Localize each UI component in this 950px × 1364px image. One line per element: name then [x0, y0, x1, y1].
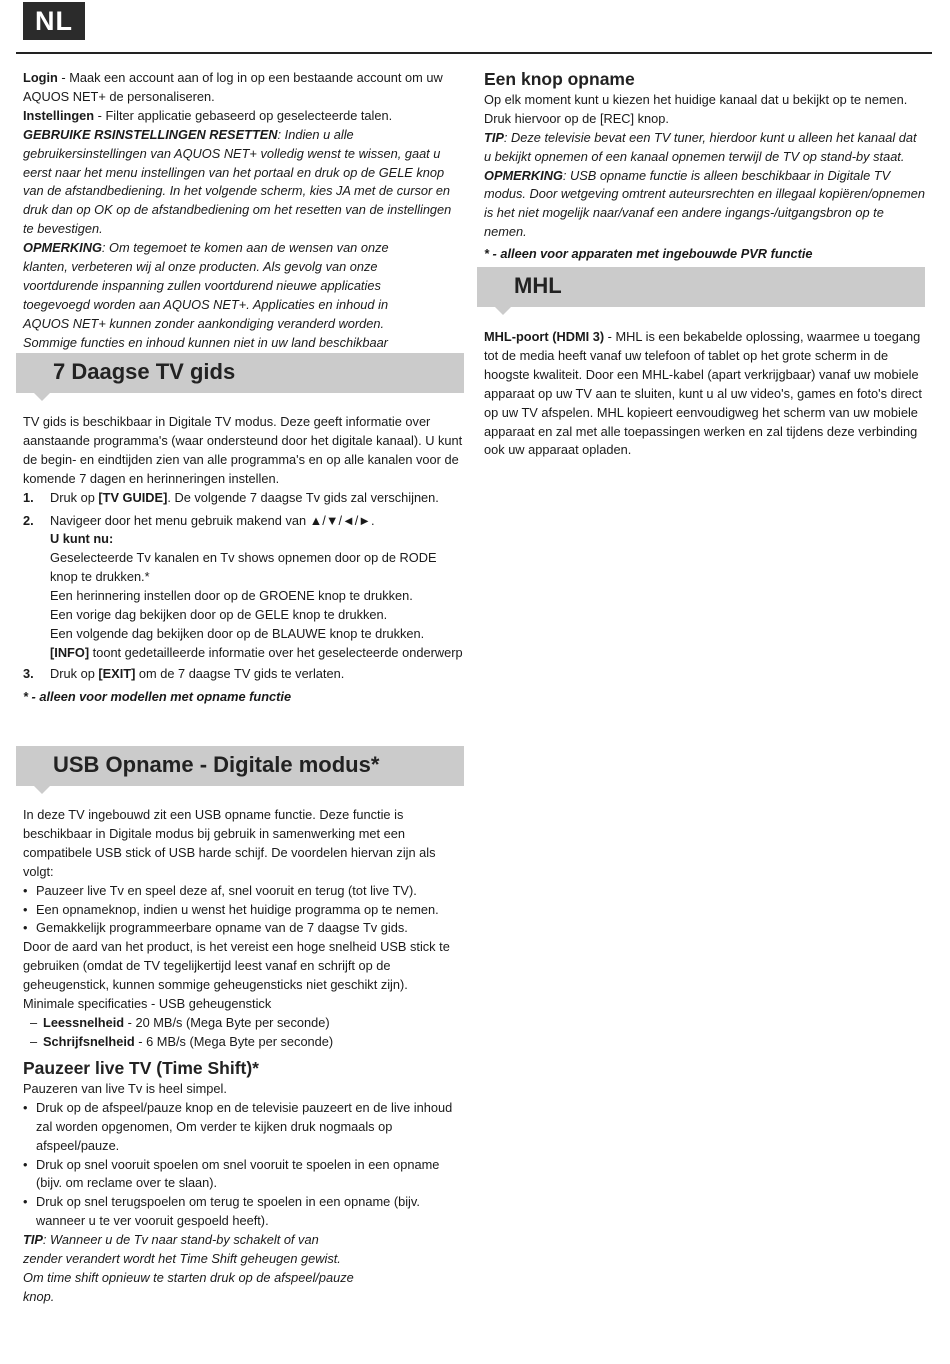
step-2-info-text: toont gedetailleerde informatie over het geselecteerde onderwerp	[89, 644, 463, 660]
opmerking-label: OPMERKING	[23, 240, 102, 256]
mhl-title: MHL	[514, 273, 562, 298]
timeshift-tip-text: : Wanneer u de Tv naar stand-by schakelt of van zender verandert wordt het Time Shift geheugen gewist. Om time shift opnieuw te starten druk op de afspeel/pauze knop.	[23, 1232, 354, 1304]
tv-guide-key: [TV GUIDE]	[98, 489, 168, 505]
list-item: • Druk op snel vooruit spoelen om snel vooruit te spoelen in een opname (bijv. om reclame over te slaan).	[23, 1156, 466, 1194]
login-paragraph	[23, 69, 463, 372]
read-speed-value: - 20 MB/s (Mega Byte per seconde)	[124, 1014, 330, 1030]
step-1-number: 1.	[23, 489, 34, 505]
record-tip-text: : Deze televisie bevat een TV tuner, hierdoor kunt u alleen het kanaal dat u bekijkt opnemen of een kanaal opnemen terwijl de TV op stand-by staat.	[484, 129, 917, 164]
tv-guide-intro: TV gids is beschikbaar in Digitale TV modus. Deze geeft informatie over aanstaande programma's (waar ondersteund door het digitale kanaal). U kunt de begin- en eindtijden zien van alle programma's en op alle kanalen voor de komende 7 dagen en herinneringen instellen.	[23, 414, 463, 486]
usb-title: USB Opname - Digitale modus*	[53, 752, 380, 777]
tv-guide-body	[23, 413, 466, 707]
step-1-post: . De volgende 7 daagse Tv gids zal verschijnen.	[167, 489, 439, 505]
step-3-pre: Druk op	[50, 665, 99, 681]
mhl-port-label: MHL-poort (HDMI 3)	[484, 329, 605, 344]
step-2-label: U kunt nu:	[50, 531, 114, 547]
usb-intro: In deze TV ingebouwd zit een USB opname functie. Deze functie is beschikbaar in Digitale modus bij gebruik in samenwerking met een compatibele USB stick of USB harde schijf. De voordelen hiervan zijn als volgt:	[23, 807, 436, 879]
banner-pointer	[34, 786, 50, 794]
mhl-banner	[477, 267, 925, 307]
timeshift-intro: Pauzeren van live Tv is heel simpel.	[23, 1080, 227, 1096]
one-touch-record-title: Een knop opname	[484, 69, 635, 89]
step-2	[23, 512, 466, 663]
banner-pointer	[34, 393, 50, 401]
one-touch-record-intro: Op elk moment kunt u kiezen het huidige kanaal dat u bekijkt op te nemen. Druk hiervoor op de [REC] knop.	[484, 91, 908, 126]
list-item: • Een opnameknop, indien u wenst het huidige programma op te nemen.	[23, 901, 466, 920]
login-label: Login	[23, 70, 58, 85]
list-item	[23, 1014, 466, 1033]
reset-label: GEBRUIKE RSINSTELLINGEN RESETTEN	[23, 126, 278, 142]
one-touch-record-section	[484, 70, 927, 264]
timeshift-section	[23, 1059, 466, 1307]
instellingen-text: - Filter applicatie gebaseerd op geselecteerde talen.	[94, 107, 393, 123]
step-2-text: Navigeer door het menu gebruik makend van ▲/▼/◄/►.	[50, 512, 375, 528]
list-item: • Druk op de afspeel/pauze knop en de televisie pauzeert en de live inhoud zal worden opgenomen, Om verder te kijken druk nogmaals op afspeel/pauze.	[23, 1099, 466, 1156]
step-2-number: 2.	[23, 512, 34, 528]
tv-guide-title: 7 Daagse TV gids	[53, 359, 236, 384]
usb-specs	[23, 1014, 466, 1052]
step-2-record: Geselecteerde Tv kanalen en Tv shows opnemen door op de RODE knop te drukken.*	[50, 550, 437, 585]
banner-pointer	[495, 307, 511, 315]
login-text: - Maak een account aan of log in op een bestaande account om uw AQUOS NET+ de personaliseren.	[23, 70, 443, 104]
step-2-next-day: Een volgende dag bekijken door op de BLAUWE knop te drukken.	[50, 625, 425, 641]
instellingen-label: Instellingen	[23, 107, 95, 123]
language-badge: NL	[23, 2, 85, 40]
record-tip-label: TIP	[484, 129, 504, 145]
list-item: • Gemakkelijk programmeerbare opname van de 7 daagse Tv gids.	[23, 919, 466, 938]
record-note-label: OPMERKING	[484, 167, 563, 183]
opmerking-text: : Om tegemoet te komen aan de wensen van onze klanten, verbeteren wij al onze producten. Als gevolg van onze voortdurende inspanning zullen voortdurend nieuwe applicaties toegevoegd worden aan AQUOS NET+. Applicaties en inhoud in AQUOS NET+ kunnen zonder aankondiging veranderd worden. Sommige functies en inhoud kunnen niet in uw land beschikbaar	[23, 240, 389, 350]
timeshift-steps	[23, 1099, 466, 1231]
step-1-pre: Druk op	[50, 489, 99, 505]
write-speed-value: - 6 MB/s (Mega Byte per seconde)	[134, 1033, 334, 1049]
timeshift-title: Pauzeer live TV (Time Shift)*	[23, 1058, 259, 1078]
reset-text: : Indien u alle gebruikersinstellingen van AQUOS NET+ volledig wenst te wissen, gaat u eerst naar het menu instellingen van het portaal en druk op de GELE knop van de afstandbediening. In het volgende scherm, kies JA met de cursor en druk dan op OK op de afstandbediening om het resetten van de instellingen te bevestigen.	[23, 126, 452, 237]
record-footnote: * - alleen voor apparaten met ingebouwde PVR functie	[484, 246, 813, 262]
list-item: • Druk op snel terugspoelen om terug te spoelen in een opname (bijv. wanneer u te ver vooruit gespoeld heeft).	[23, 1193, 466, 1231]
step-3-post: om de 7 daagse TV gids te verlaten.	[135, 665, 345, 681]
list-item: • Pauzeer live Tv en speel deze af, snel vooruit en terug (tot live TV).	[23, 882, 466, 901]
tv-guide-banner	[16, 353, 464, 393]
step-2-reminder: Een herinnering instellen door op de GROENE knop te drukken.	[50, 588, 413, 604]
header-rule	[16, 52, 932, 54]
tv-guide-steps	[23, 489, 466, 684]
timeshift-tip-label: TIP	[23, 1232, 43, 1248]
read-speed-label: Leessnelheid	[43, 1014, 125, 1030]
list-item	[23, 1033, 466, 1052]
step-2-previous-day: Een vorige dag bekijken door op de GELE knop te drukken.	[50, 607, 388, 623]
step-3	[23, 665, 466, 684]
record-note-text: : USB opname functie is alleen beschikbaar in Digitale TV modus. Door wetgeving omtrent auteursrechten en illegaal kopiëren/opnemen is het niet mogelijk naar/vanaf een andere ingangs-/uitgangsbron op te nemen.	[484, 167, 926, 240]
write-speed-label: Schrijfsnelheid	[43, 1033, 135, 1049]
tv-guide-footnote: * - alleen voor modellen met opname functie	[23, 688, 292, 704]
mhl-body	[484, 328, 927, 460]
usb-benefits	[23, 882, 466, 939]
step-1	[23, 489, 466, 508]
exit-key: [EXIT]	[98, 665, 136, 681]
usb-body	[23, 806, 466, 1052]
mhl-text: - MHL is een bekabelde oplossing, waarmee u toegang tot de media heeft vanaf uw telefoon of tablet op het grote scherm in de hoogste kwaliteit. Door een MHL-kabel (apart verkrijgbaar) vanaf uw mobiele apparaat op uw TV aan te sluiten, kunt u al uw video's, games en foto's direct op uw TV afspelen. MHL kopieert eenvoudigweg het scherm van uw mobiele apparaat en zal met alle toepassingen werken en zal tijdens deze verbinding ook uw apparaat opladen.	[484, 329, 922, 458]
info-key: [INFO]	[50, 644, 90, 660]
usb-banner	[16, 746, 464, 786]
usb-spec-heading: Minimale specificaties - USB geheugenstick	[23, 996, 272, 1012]
step-3-number: 3.	[23, 665, 34, 681]
usb-note: Door de aard van het product, is het vereist een hoge snelheid USB stick te gebruiken (omdat de TV tegelijkertijd leest vanaf en schrijft op de geheugenstick, kunnen sommige geheugensticks niet geschikt zijn).	[23, 939, 450, 993]
